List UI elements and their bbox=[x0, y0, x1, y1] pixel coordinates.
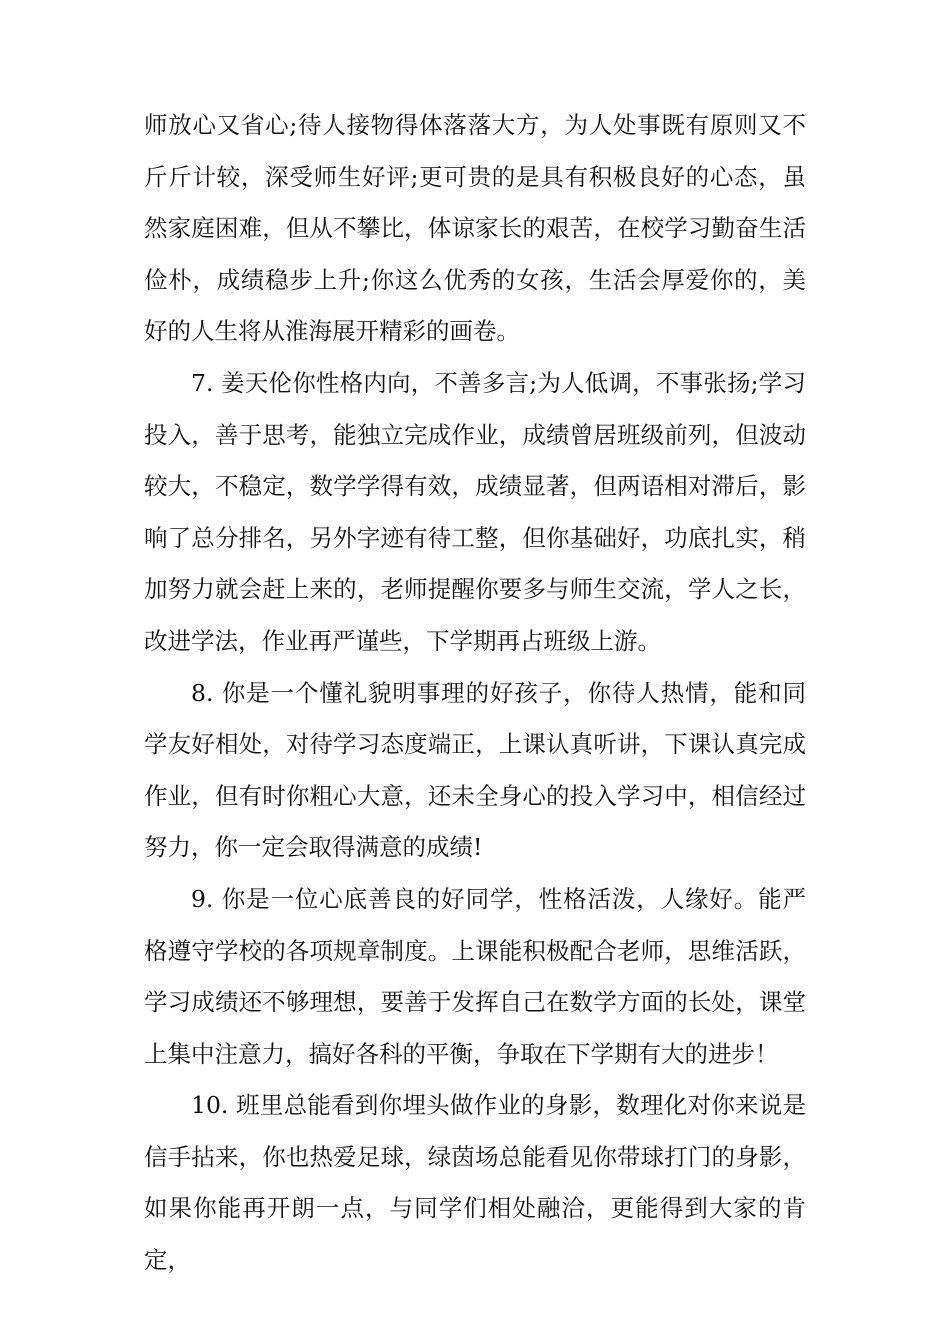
paragraph-6-continuation: 师放心又省心;待人接物得体落落大方，为人处事既有原则又不斤斤计较，深受师生好评;更可贵的是具有积极良好的心态，虽然家庭困难，但从不攀比，体谅家长的艰苦，在校学习勤奋生活俭朴，成绩稳步上升;你这么优秀的女孩，生活会厚爱你的，美好的人生将从淮海展开精彩的画卷。 bbox=[144, 111, 806, 346]
paragraph-7: 7. 姜天伦你性格内向，不善多言;为人低调，不事张扬;学习投入，善于思考，能独立完成作业，成绩曾居班级前列，但波动较大，不稳定，数学学得有效，成绩显著，但两语相对滞后，影响了总分排名，另外字迹有待工整，但你基础好，功底扎实，稍加努力就会赶上来的，老师提醒你要多与师生交流，学人之长，改进学法，作业再严谨些，下学期再占班级上游。 bbox=[144, 368, 806, 655]
paragraph-10: 10. 班里总能看到你埋头做作业的身影，数理化对你来说是信手拈来，你也热爱足球，绿茵场总能看见你带球打门的身影，如果你能再开朗一点，与同学们相处融洽，更能得到大家的肯定， bbox=[144, 1091, 806, 1275]
document-body bbox=[144, 100, 806, 1287]
paragraph-9: 9. 你是一位心底善良的好同学，性格活泼，人缘好。能严格遵守学校的各项规章制度。上课能积极配合老师，思维活跃，学习成绩还不够理想，要善于发挥自己在数学方面的长处，课堂上集中注意力，搞好各科的平衡，争取在下学期有大的进步！ bbox=[144, 884, 806, 1068]
paragraph-8: 8. 你是一个懂礼貌明事理的好孩子，你待人热情，能和同学友好相处，对待学习态度端正，上课认真听讲，下课认真完成作业，但有时你粗心大意，还未全身心的投入学习中，相信经过努力，你一定会取得满意的成绩! bbox=[144, 678, 806, 862]
